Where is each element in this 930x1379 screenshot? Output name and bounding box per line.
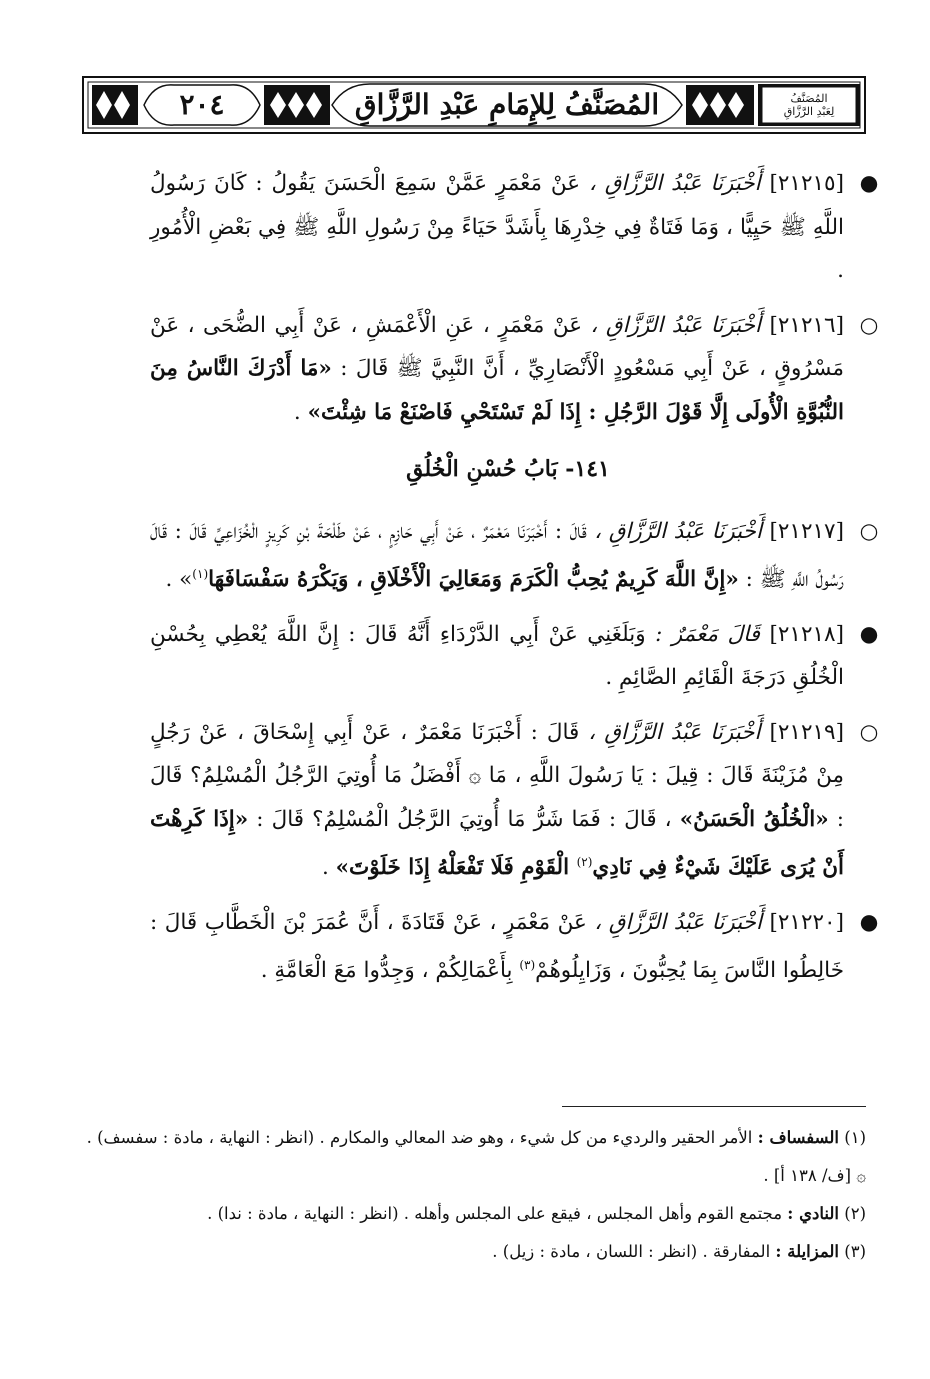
hadith-number: [٢١٢١٥] xyxy=(769,171,844,196)
marker-open-circle-icon: ○ xyxy=(859,312,879,338)
footnote-text: الأمر الحقير والرديء من كل شيء ، وهو ضد المعالي والمكارم . (انظر : النهاية ، مادة : سفسف) . xyxy=(86,1128,753,1147)
hadith-chain: قَالَ مَعْمَرٌ : xyxy=(655,621,760,647)
hadith-chain: أَخْبَرَنَا عَبْدُ الرَّزَّاقِ ، xyxy=(594,909,762,935)
prophetic-quote-3: الْقَوْمِ فَلَا تَفْعَلْهُ إِذَا خَلَوْتَ» xyxy=(335,855,577,881)
hadith-tail: » . xyxy=(165,567,193,593)
hadith-21219 xyxy=(150,711,879,890)
hadith-number: [٢١٢١٦] xyxy=(769,312,844,338)
footnote-number: (١) xyxy=(844,1128,866,1147)
main-text xyxy=(150,162,879,1004)
hadith-21220 xyxy=(150,901,879,993)
prophetic-quote-2: «إِذَا كَرِهْتَ أَنْ يُرَى عَلَيْكَ شَيْءٌ فِي نَادِي xyxy=(150,806,844,881)
footnotes xyxy=(80,1123,866,1275)
marker-filled-circle-icon: ● xyxy=(859,909,879,935)
footnote-ref-3[interactable]: (٣) xyxy=(519,958,536,973)
footnote-term: المزايلة : xyxy=(775,1242,839,1261)
prophetic-quote: «مَا أَدْرَكَ النَّاسُ مِنَ النُّبُوَّةِ الْأُولَى إِلَّا قَوْلَ الرَّجُلِ : إِذَا لَمْ تَسْتَحْيِ فَاصْنَعْ مَا شِئْتَ» xyxy=(150,356,844,425)
hadith-text: قَالَ : أَخْبَرَنَا مَعْمَرٌ ، عَنْ أَبِي حَازِمٍ ، عَنْ طَلْحَةَ بْنِ كَرِيزٍ الْخُزَاعِيِّ قَالَ : قَالَ رَسُولُ اللَّهِ ﷺ : xyxy=(150,518,844,593)
hadith-text: قَالَ : أَخْبَرَنَا مَعْمَرٌ ، عَنْ أَبِي إِسْحَاقَ ، عَنْ رَجُلٍ مِنْ مُزَيْنَةَ قَالَ : قِيلَ : يَا رَسُولَ اللَّهِ ، مَا ۞ أَفْضَلُ مَا أُوتِيَ الرَّجُلُ الْمُسْلِمُ؟ قَالَ : xyxy=(150,719,844,832)
hadith-chain: أَخْبَرَنَا عَبْدُ الرَّزَّاقِ ، xyxy=(588,719,761,745)
folio-note xyxy=(80,1161,866,1191)
running-title: المُصَنَّفُ لِلإِمَامِ عَبْدِ الرَّزَّاقِ xyxy=(354,87,660,121)
footnote-ref-2[interactable]: (٢) xyxy=(576,855,593,870)
marker-filled-circle-icon: ● xyxy=(859,621,879,647)
hadith-text: عَنْ مَعْمَرٍ ، عَنْ قَتَادَةَ ، أَنَّ عُمَرَ بْنَ الْخَطَّابِ قَالَ : خَالِطُوا النَّاسَ بِمَا يُحِبُّونَ ، وَزَايِلُوهُمْ xyxy=(150,909,844,984)
emblem-line-2: لِعَبْدِ الرَّزَّاقِ xyxy=(783,105,835,118)
hadith-21217 xyxy=(150,510,879,602)
hadith-number: [٢١٢١٧] xyxy=(769,518,844,544)
chapter-heading: ١٤١- بَابُ حُسْنِ الْخُلُقِ xyxy=(406,456,610,482)
hadith-text: عَنْ مَعْمَرٍ عَمَّنْ سَمِعَ الْحَسَنَ يَقُولُ : كَانَ رَسُولُ اللَّهِ ﷺ حَيِيًّا ، وَمَا فَتَاةٌ فِي خِدْرِهَا بِأَشَدَّ حَيَاءً مِنْ رَسُولِ اللَّهِ ﷺ فِي بَعْضِ الْأُمُورِ . xyxy=(150,171,844,283)
footnote-number: (٣) xyxy=(844,1242,866,1261)
footnote-number: (٢) xyxy=(844,1204,866,1223)
emblem-line-1: المُصَنَّفُ xyxy=(790,92,828,105)
footnote-text: مجتمع القوم وأهل المجلس ، فيقع على المجلس وأهله . (انظر : النهاية ، مادة : ندا) . xyxy=(207,1204,783,1223)
footnote-3 xyxy=(80,1237,866,1267)
footnote-text: ۞ [ف/ ١٣٨ أ] . xyxy=(763,1166,866,1185)
hadith-text: وَبَلَغَنِي عَنْ أَبِي الدَّرْدَاءِ أَنَّهُ قَالَ : إِنَّ اللَّهَ يُعْطِي بِحُسْنِ الْخُلُقِ دَرَجَةَ الْقَائِمِ الصَّائِمِ . xyxy=(150,621,844,691)
book-emblem xyxy=(758,83,860,127)
hadith-chain: أَخْبَرَنَا عَبْدُ الرَّزَّاقِ ، xyxy=(594,518,762,544)
footnote-2 xyxy=(80,1199,866,1229)
footnote-ref-1[interactable]: (١) xyxy=(192,567,209,581)
hadith-chain: أَخْبَرَنَا عَبْدُ الرَّزَّاقِ ، xyxy=(588,171,761,196)
prophetic-quote: «الْخُلُقُ الْحَسَنُ» xyxy=(679,806,829,832)
hadith-text-continued: ، قَالَ : فَمَا شَرُّ مَا أُوتِيَ الرَّجُلُ الْمُسْلِمُ؟ قَالَ : xyxy=(248,806,680,832)
marker-open-circle-icon: ○ xyxy=(859,518,879,544)
page-header xyxy=(82,76,866,134)
hadith-21218 xyxy=(150,613,879,700)
hadith-tail: . xyxy=(321,855,336,881)
hadith-21215 xyxy=(150,162,879,293)
hadith-number: [٢١٢١٩] xyxy=(769,719,844,745)
hadith-tail: . xyxy=(293,399,308,425)
hadith-number: [٢١٢٢٠] xyxy=(769,909,844,935)
footnote-text: المفارقة . (انظر : اللسان ، مادة : زيل) . xyxy=(492,1242,771,1261)
footnote-term: النادي : xyxy=(787,1204,839,1223)
footnote-divider xyxy=(562,1106,866,1107)
footnote-1 xyxy=(80,1123,866,1153)
footnote-term: السفساف : xyxy=(757,1128,839,1147)
hadith-text-continued: بِأَعْمَالِكُمْ ، وَجِدُّوا مَعَ الْعَامَّةِ . xyxy=(260,958,520,984)
page-number: ٢٠٤ xyxy=(179,87,225,121)
prophetic-quote: «إِنَّ اللَّهَ كَرِيمٌ يُحِبُّ الْكَرَمَ وَمَعَالِيَ الْأَخْلَاقِ ، وَيَكْرَهُ سَفْسَافَهَا xyxy=(208,567,739,593)
hadith-chain: أَخْبَرَنَا عَبْدُ الرَّزَّاقِ ، xyxy=(590,312,761,338)
marker-filled-circle-icon: ● xyxy=(859,171,879,196)
hadith-21216 xyxy=(150,304,879,435)
hadith-text: عَنْ مَعْمَرٍ ، عَنِ الْأَعْمَشِ ، عَنْ أَبِي الضُّحَى ، عَنْ مَسْرُوقٍ ، عَنْ أَبِي مَسْعُودٍ الْأَنْصَارِيِّ ، أَنَّ النَّبِيَّ ﷺ قَالَ : xyxy=(150,312,844,381)
hadith-number: [٢١٢١٨] xyxy=(769,621,844,647)
marker-open-circle-icon: ○ xyxy=(859,719,879,745)
